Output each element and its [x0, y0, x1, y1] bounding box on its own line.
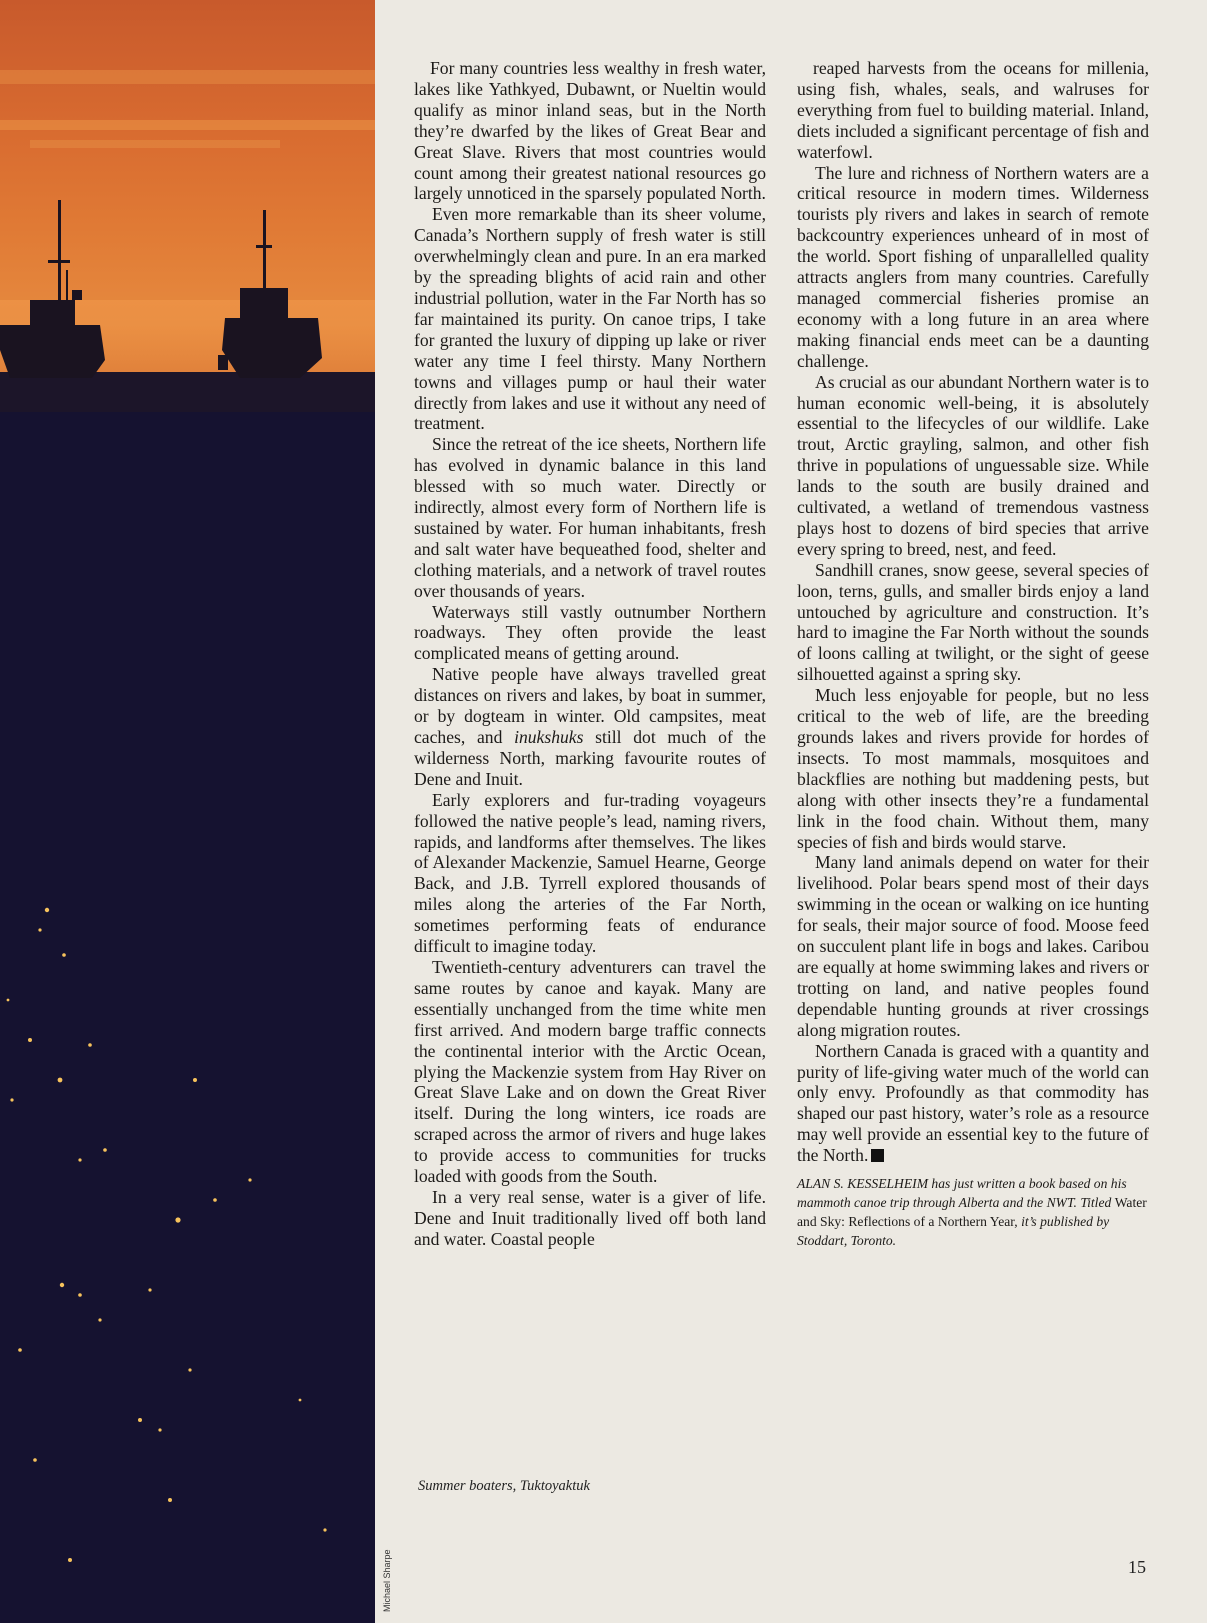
photo-art — [0, 0, 375, 1623]
photo-credit: Michael Sharpe — [382, 1549, 392, 1612]
paragraph: Early explorers and fur-trading voyageurs followed the native people’s lead, naming rivers, rapids, and landforms after themselves. The likes of Alexander Mackenzie, Samuel Hearne, George Back, and J.B. Tyrrell explored thousands of miles along the arteries of the Far North, sometimes performing feats of endurance difficult to imagine today. — [414, 789, 766, 957]
paragraph: For many countries less wealthy in fresh water, lakes like Yathkyed, Dubawnt, or Nueltin would qualify as minor inland seas, but in the North they’re dwarfed by the likes of Great Bear and Great Slave. Rivers that most countries would count among their greatest national resources go largely unnoticed in the sparsely populated North. — [414, 58, 766, 204]
book-title: Water and Sky: Reflections of a Northern Year, — [797, 1195, 1147, 1230]
sunset-boats-photo — [0, 0, 375, 1623]
page-number: 15 — [1128, 1557, 1146, 1577]
paragraph: reaped harvests from the oceans for millenia, using fish, whales, seals, and walruses for everything from fuel to building material. Inland, diets included a significant percentage of fish and waterfowl. — [797, 58, 1149, 162]
paragraph: As crucial as our abundant Northern water is to human economic well-being, it is absolutely essential to the lifecycles of our wildlife. Lake trout, Arctic grayling, salmon, and other fish thrive in populations of unguessable size. While lands to the south are busily drained and cultivated, a wetland of tremendous vastness plays host to dozens of bird species that arrive every spring to breed, nest, and feed. — [797, 371, 1149, 559]
paragraph: Much less enjoyable for people, but no less critical to the web of life, are the breeding grounds lakes and rivers provide for hordes of insects. To most mammals, mosquitoes and blackflies are nothing but maddening pests, but along with other insects they’re a fundamental link in the food chain. Without them, many species of fish and birds would starve. — [797, 685, 1149, 852]
paragraph: Waterways still vastly outnumber Northern roadways. They often provide the least complicated means of getting around. — [414, 601, 766, 664]
author-bio: ALAN S. KESSELHEIM has just written a book based on his mammoth canoe trip through Alberta and the NWT. Titled Water and Sky: Reflections of a Northern Year, it’s published by Stoddart, Toronto. — [797, 1176, 1147, 1249]
paragraph: The lure and richness of Northern waters are a critical resource in modern times. Wilderness tourists ply rivers and lakes in search of remote backcountry experiences unheard of in most of the world. Sport fishing of unparallelled quality attracts anglers from many countries. Carefully managed commercial fisheries promise an economy with a long future in an area where making financial ends meet can be a daunting challenge. — [797, 162, 1149, 371]
paragraph: Many land animals depend on water for their livelihood. Polar bears spend most of their days swimming in the ocean or walking on ice hunting for seals, their major source of food. Moose feed on succulent plant life in bogs and lakes. Caribou are equally at home swimming lakes and rivers or trotting on land, and native peoples found dependable hunting grounds at river crossings along migration routes. — [797, 852, 1149, 1040]
paragraph: Since the retreat of the ice sheets, Northern life has evolved in dynamic balance in this land blessed with so much water. Directly or indirectly, almost every form of Northern life is sustained by water. For human inhabitants, fresh and salt water have bequeathed food, shelter and clothing materials, and a network of travel routes over thousands of years. — [414, 434, 766, 601]
column-2 — [797, 58, 1149, 1250]
paragraph: Twentieth-century adventurers can travel the same routes by canoe and kayak. Many are essentially unchanged from the time white men first arrived. And modern barge traffic connects the continental interior with the Arctic Ocean, plying the Mackenzie system from Hay River on Great Slave Lake and on down the Great River itself. During the long winters, ice roads are scraped across the armor of rivers and huge lakes to provide access to communities for trucks loaded with goods from the South. — [414, 956, 766, 1187]
emphasis: inukshuks — [514, 727, 584, 747]
paragraph: Northern Canada is graced with a quantity and purity of life-giving water much of the world can only envy. Profoundly as that commodity has shaped our past history, water’s role as a resource may well provide an essential key to the future of the North. — [797, 1040, 1149, 1166]
paragraph: Native people have always travelled great distances on rivers and lakes, by boat in summer, or by dogteam in winter. Old campsites, meat caches, and inukshuks still dot much of the wilderness North, marking favourite routes of Dene and Inuit. — [414, 664, 766, 789]
paragraph: Even more remarkable than its sheer volume, Canada’s Northern supply of fresh water is still overwhelmingly clean and pure. In an era marked by the spreading blights of acid rain and other industrial pollution, water in the Far North has so far maintained its purity. On canoe trips, I take for granted the luxury of dipping up lake or river water any time I feel thirsty. Many Northern towns and villages pump or haul their water directly from lakes and use it without any need of treatment. — [414, 204, 766, 434]
paragraph: Sandhill cranes, snow geese, several species of loon, terns, gulls, and smaller birds enjoy a land untouched by agriculture and construction. It’s hard to imagine the Far North without the sounds of loons calling at twilight, or the sight of geese silhouetted against a spring sky. — [797, 559, 1149, 685]
paragraph: In a very real sense, water is a giver of life. Dene and Inuit traditionally lived off both land and water. Coastal people — [414, 1186, 766, 1249]
column-1 — [414, 58, 766, 1250]
photo-caption: Summer boaters, Tuktoyaktuk — [418, 1478, 590, 1494]
end-mark-icon — [871, 1149, 884, 1162]
